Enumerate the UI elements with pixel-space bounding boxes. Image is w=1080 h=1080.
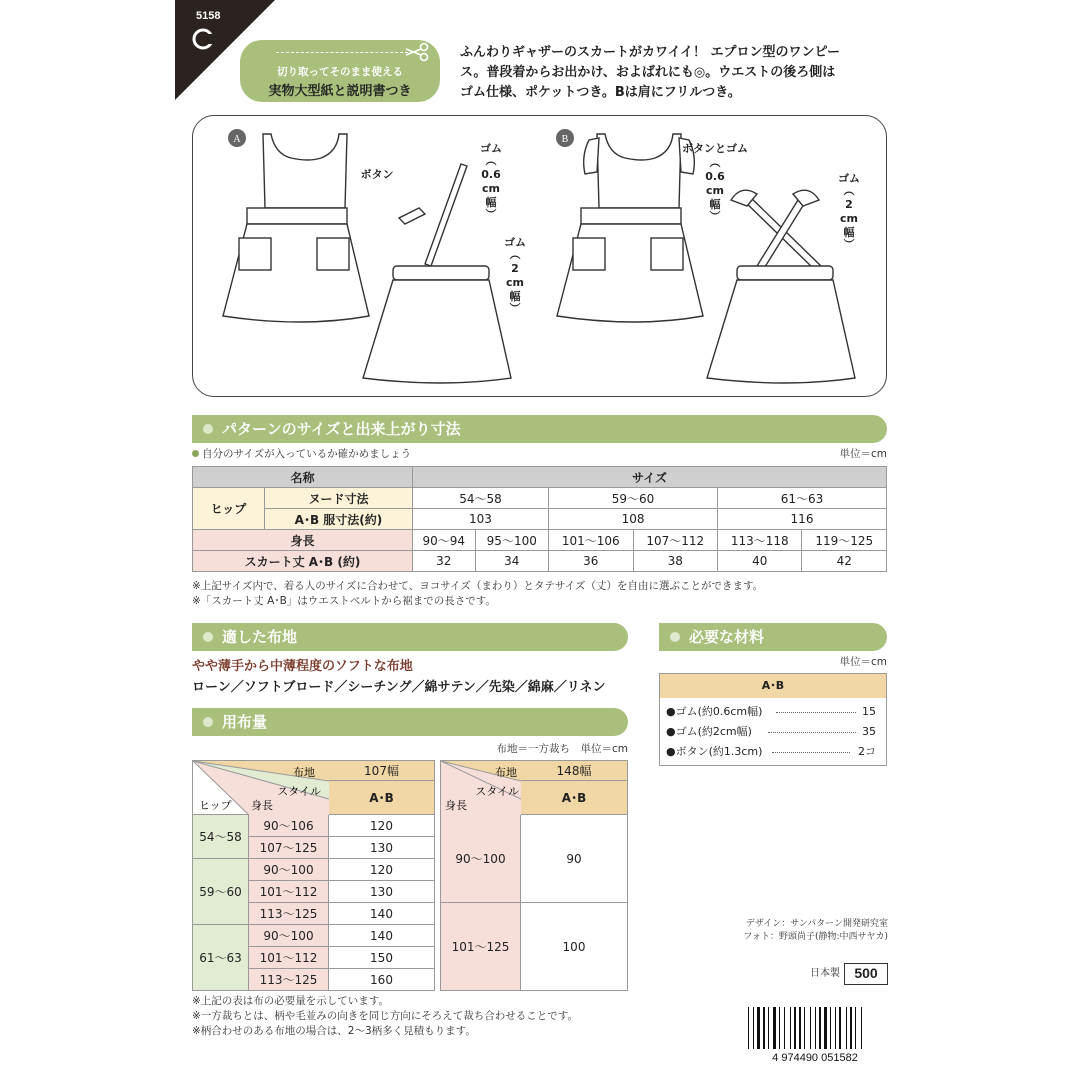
a-pocket-right	[317, 238, 349, 270]
width-107: 107幅	[329, 761, 435, 781]
height-value: 95〜100	[475, 530, 549, 551]
b-back-waist	[737, 266, 833, 280]
skirt-value: 42	[802, 551, 887, 572]
bullet-icon	[192, 450, 199, 457]
b-callout-button-elastic: cm	[706, 184, 724, 197]
a-callout-elastic-wide: 2	[511, 262, 519, 275]
b-callout-elastic-wide: ︶	[843, 238, 855, 251]
hip-group-label: 61〜63	[193, 925, 249, 991]
a-back-skirt	[363, 280, 511, 383]
a-callout-elastic-thin: 0.6	[481, 168, 501, 181]
barcode-number: 4 974490 051582	[772, 1052, 858, 1063]
garment-illustrations	[193, 116, 885, 395]
height-cell: 101〜112	[249, 947, 329, 969]
label-style: スタイル	[277, 785, 321, 798]
a-back-waist	[393, 266, 489, 280]
a-callout-elastic-wide: ゴム	[504, 236, 526, 249]
intro-line: ゴム仕様、ポケットつき。Bは肩にフリルつき。	[460, 85, 741, 100]
hip-group-label: 54〜58	[193, 815, 249, 859]
garment-value: 103	[412, 509, 548, 530]
size-unit: 単位＝cm	[839, 448, 887, 460]
b-callout-button-elastic: ︵	[709, 156, 721, 169]
material-qty: 2コ	[858, 745, 876, 758]
a-callout-elastic-wide: ︵	[509, 248, 521, 261]
amount-cell: 120	[329, 859, 435, 881]
nude-value: 59〜60	[549, 488, 718, 509]
height-label: 身長	[193, 530, 413, 551]
size-check-text: 自分のサイズが入っているか確かめましょう	[202, 448, 412, 460]
a-callout-elastic-thin: ゴム	[480, 142, 502, 155]
a-callout-elastic-thin: ︵	[485, 154, 497, 167]
yardage-note: ※一方裁ちとは、柄や毛並みの向きを同じ方向にそろえて裁ち合わせることです。	[192, 1010, 578, 1022]
barcode	[742, 1007, 888, 1063]
variant-b-label: B	[561, 134, 569, 145]
yardage-table-148	[440, 760, 628, 991]
intro-text	[460, 43, 885, 103]
fabric-line2: ローン／ソフトブロード／シーチング／綿サテン／先染／綿麻／リネン	[192, 680, 606, 695]
intro-line: ふんわりギャザーのスカートがカワイイ！ エプロン型のワンピー	[460, 45, 840, 60]
height-value: 90〜94	[412, 530, 475, 551]
table-header-name: 名称	[193, 467, 413, 488]
credit-photo: フォト：野頭尚子(静物:中西サヤカ)	[743, 932, 888, 942]
a-callout-elastic-thin: ︶	[485, 208, 497, 221]
bullet-icon	[203, 717, 213, 727]
a-callout-elastic-thin: 幅	[485, 196, 497, 209]
table-header-size: サイズ	[412, 467, 886, 488]
material-item	[660, 702, 886, 722]
a-strap-piece	[399, 208, 425, 224]
bullet-icon	[203, 632, 213, 642]
credit-design: デザイン：サンパターン開発研究室	[745, 919, 888, 929]
fabric-section-title: 適した布地	[222, 628, 298, 646]
yardage-note: ※上記の表は布の必要量を示しています。	[192, 995, 389, 1007]
amount-cell: 130	[329, 881, 435, 903]
materials-section-title: 必要な材料	[689, 628, 765, 646]
amount-cell: 150	[329, 947, 435, 969]
variant-a-label: A	[233, 134, 241, 145]
a-callout-elastic-thin: cm	[482, 182, 500, 195]
b-callout-button-elastic: ︶	[709, 210, 721, 223]
price-box: 500	[844, 963, 888, 985]
skirt-value: 36	[549, 551, 633, 572]
nude-label: ヌード寸法	[265, 488, 413, 509]
a-bib	[263, 134, 347, 208]
yardage-table-107	[192, 760, 435, 991]
a-pocket-left	[239, 238, 271, 270]
cut-badge-line1: 切り取ってそのまま使える	[277, 66, 403, 78]
size-table	[192, 466, 887, 572]
cut-badge-line2: 実物大型紙と説明書つき	[268, 84, 412, 99]
amount-cell: 120	[329, 815, 435, 837]
a-callout-elastic-wide: 幅	[509, 290, 521, 303]
height-cell: 101〜125	[441, 903, 521, 991]
b-bib	[597, 134, 681, 208]
b-callout-elastic-wide: cm	[840, 212, 858, 225]
yardage-note: ※柄合わせのある布地の場合は、2〜3柄多く見積もります。	[192, 1025, 476, 1037]
hip-group-label: 59〜60	[193, 859, 249, 925]
height-cell: 113〜125	[249, 903, 329, 925]
height-cell: 113〜125	[249, 969, 329, 991]
material-qty: 15	[862, 705, 876, 718]
materials-unit: 単位＝cm	[839, 656, 887, 668]
a-waistband	[247, 208, 347, 224]
diagonal-header-cell	[193, 761, 329, 815]
illustration-box	[192, 115, 887, 397]
size-section-title: パターンのサイズと出来上がり寸法	[222, 420, 461, 438]
material-qty: 35	[862, 725, 876, 738]
b-callout-button-elastic: 0.6	[705, 170, 725, 183]
label-style: スタイル	[475, 785, 519, 798]
diagonal-header-lines	[441, 761, 521, 815]
height-value: 101〜106	[549, 530, 633, 551]
b-pocket-left	[573, 238, 605, 270]
garment-label: A･B 服寸法(約)	[265, 509, 413, 530]
hip-label: ヒップ	[193, 488, 265, 530]
a-back-strap	[425, 164, 467, 266]
bullet-icon	[670, 632, 680, 642]
leader-dots	[772, 752, 850, 753]
amount-cell: 90	[521, 815, 628, 903]
materials-section-header	[659, 623, 887, 651]
height-cell: 90〜100	[249, 859, 329, 881]
material-item	[660, 742, 886, 762]
height-value: 113〜118	[718, 530, 802, 551]
yardage-section-header	[192, 708, 628, 736]
style-col-107: A･B	[329, 781, 435, 815]
fabric-section-header	[192, 623, 628, 651]
b-callout-elastic-wide: ︵	[843, 184, 855, 197]
nude-value: 61〜63	[718, 488, 887, 509]
b-callout-button-elastic: ボタンとゴム	[682, 142, 748, 155]
yardage-notes	[192, 994, 737, 1039]
credits	[690, 918, 888, 944]
label-fabric: 布地	[495, 766, 517, 779]
b-waistband	[581, 208, 681, 224]
cut-dash-line	[276, 52, 408, 53]
b-pocket-right	[651, 238, 683, 270]
b-back-skirt	[707, 280, 855, 383]
corner-triangle	[0, 0, 275, 100]
label-height: 身長	[445, 799, 467, 812]
material-name: ●ゴム(約2cm幅)	[666, 725, 752, 738]
height-value: 119〜125	[802, 530, 887, 551]
scissors-icon	[404, 42, 430, 62]
garment-value: 116	[718, 509, 887, 530]
diagonal-header-lines	[193, 761, 329, 815]
label-height: 身長	[251, 799, 273, 812]
diagonal-header-cell	[441, 761, 521, 815]
height-cell: 101〜112	[249, 881, 329, 903]
skirt-value: 40	[718, 551, 802, 572]
a-callout-elastic-wide: cm	[506, 276, 524, 289]
width-148: 148幅	[521, 761, 628, 781]
label-fabric: 布地	[293, 766, 315, 779]
fabric-line1: やや薄手から中薄程度のソフトな布地	[192, 659, 413, 674]
intro-line: ス。普段着からお出かけ、およばれにも◎。ウエストの後ろ側は	[460, 65, 836, 80]
label-hip: ヒップ	[199, 799, 232, 812]
made-in: 日本製	[810, 968, 840, 979]
style-col-148: A･B	[521, 781, 628, 815]
materials-head: A･B	[660, 674, 886, 698]
height-cell: 90〜100	[441, 815, 521, 903]
pattern-number: 5158	[196, 10, 221, 22]
amount-cell: 130	[329, 837, 435, 859]
height-cell: 107〜125	[249, 837, 329, 859]
material-name: ●ボタン(約1.3cm)	[666, 745, 763, 758]
skirt-label: スカート丈 A･B (約)	[193, 551, 413, 572]
yardage-section-title: 用布量	[222, 713, 268, 731]
materials-box	[659, 673, 887, 766]
a-callout-elastic-wide: ︶	[509, 302, 521, 315]
amount-cell: 160	[329, 969, 435, 991]
skirt-value: 38	[633, 551, 717, 572]
leader-dots	[768, 732, 856, 733]
b-frill-left	[584, 138, 599, 174]
size-check-note	[192, 447, 642, 462]
brand-logo-icon	[192, 28, 214, 50]
height-cell: 90〜106	[249, 815, 329, 837]
skirt-value: 32	[412, 551, 475, 572]
height-value: 107〜112	[633, 530, 717, 551]
material-item	[660, 722, 886, 742]
a-callout-button: ボタン	[360, 168, 394, 181]
b-callout-elastic-wide: 2	[845, 198, 853, 211]
amount-cell: 140	[329, 925, 435, 947]
yardage-caption: 布地＝一方裁ち 単位＝cm	[496, 743, 628, 755]
height-cell: 90〜100	[249, 925, 329, 947]
skirt-value: 34	[475, 551, 549, 572]
b-callout-button-elastic: 幅	[709, 198, 721, 211]
leader-dots	[776, 712, 856, 713]
nude-value: 54〜58	[412, 488, 548, 509]
size-section-header	[192, 415, 887, 443]
amount-cell: 140	[329, 903, 435, 925]
amount-cell: 100	[521, 903, 628, 991]
garment-value: 108	[549, 509, 718, 530]
b-callout-elastic-wide: ゴム	[838, 172, 860, 185]
b-callout-elastic-wide: 幅	[843, 226, 855, 239]
size-note: ※上記サイズ内で、着る人のサイズに合わせて、ヨコサイズ（まわり）とタテサイズ（丈）を自由に選ぶことができます。	[192, 580, 764, 592]
bullet-icon	[203, 424, 213, 434]
material-name: ●ゴム(約0.6cm幅)	[666, 705, 763, 718]
size-notes	[192, 579, 887, 609]
size-note: ※「スカート丈 A･B」はウエストベルトから裾までの長さです。	[192, 595, 496, 607]
